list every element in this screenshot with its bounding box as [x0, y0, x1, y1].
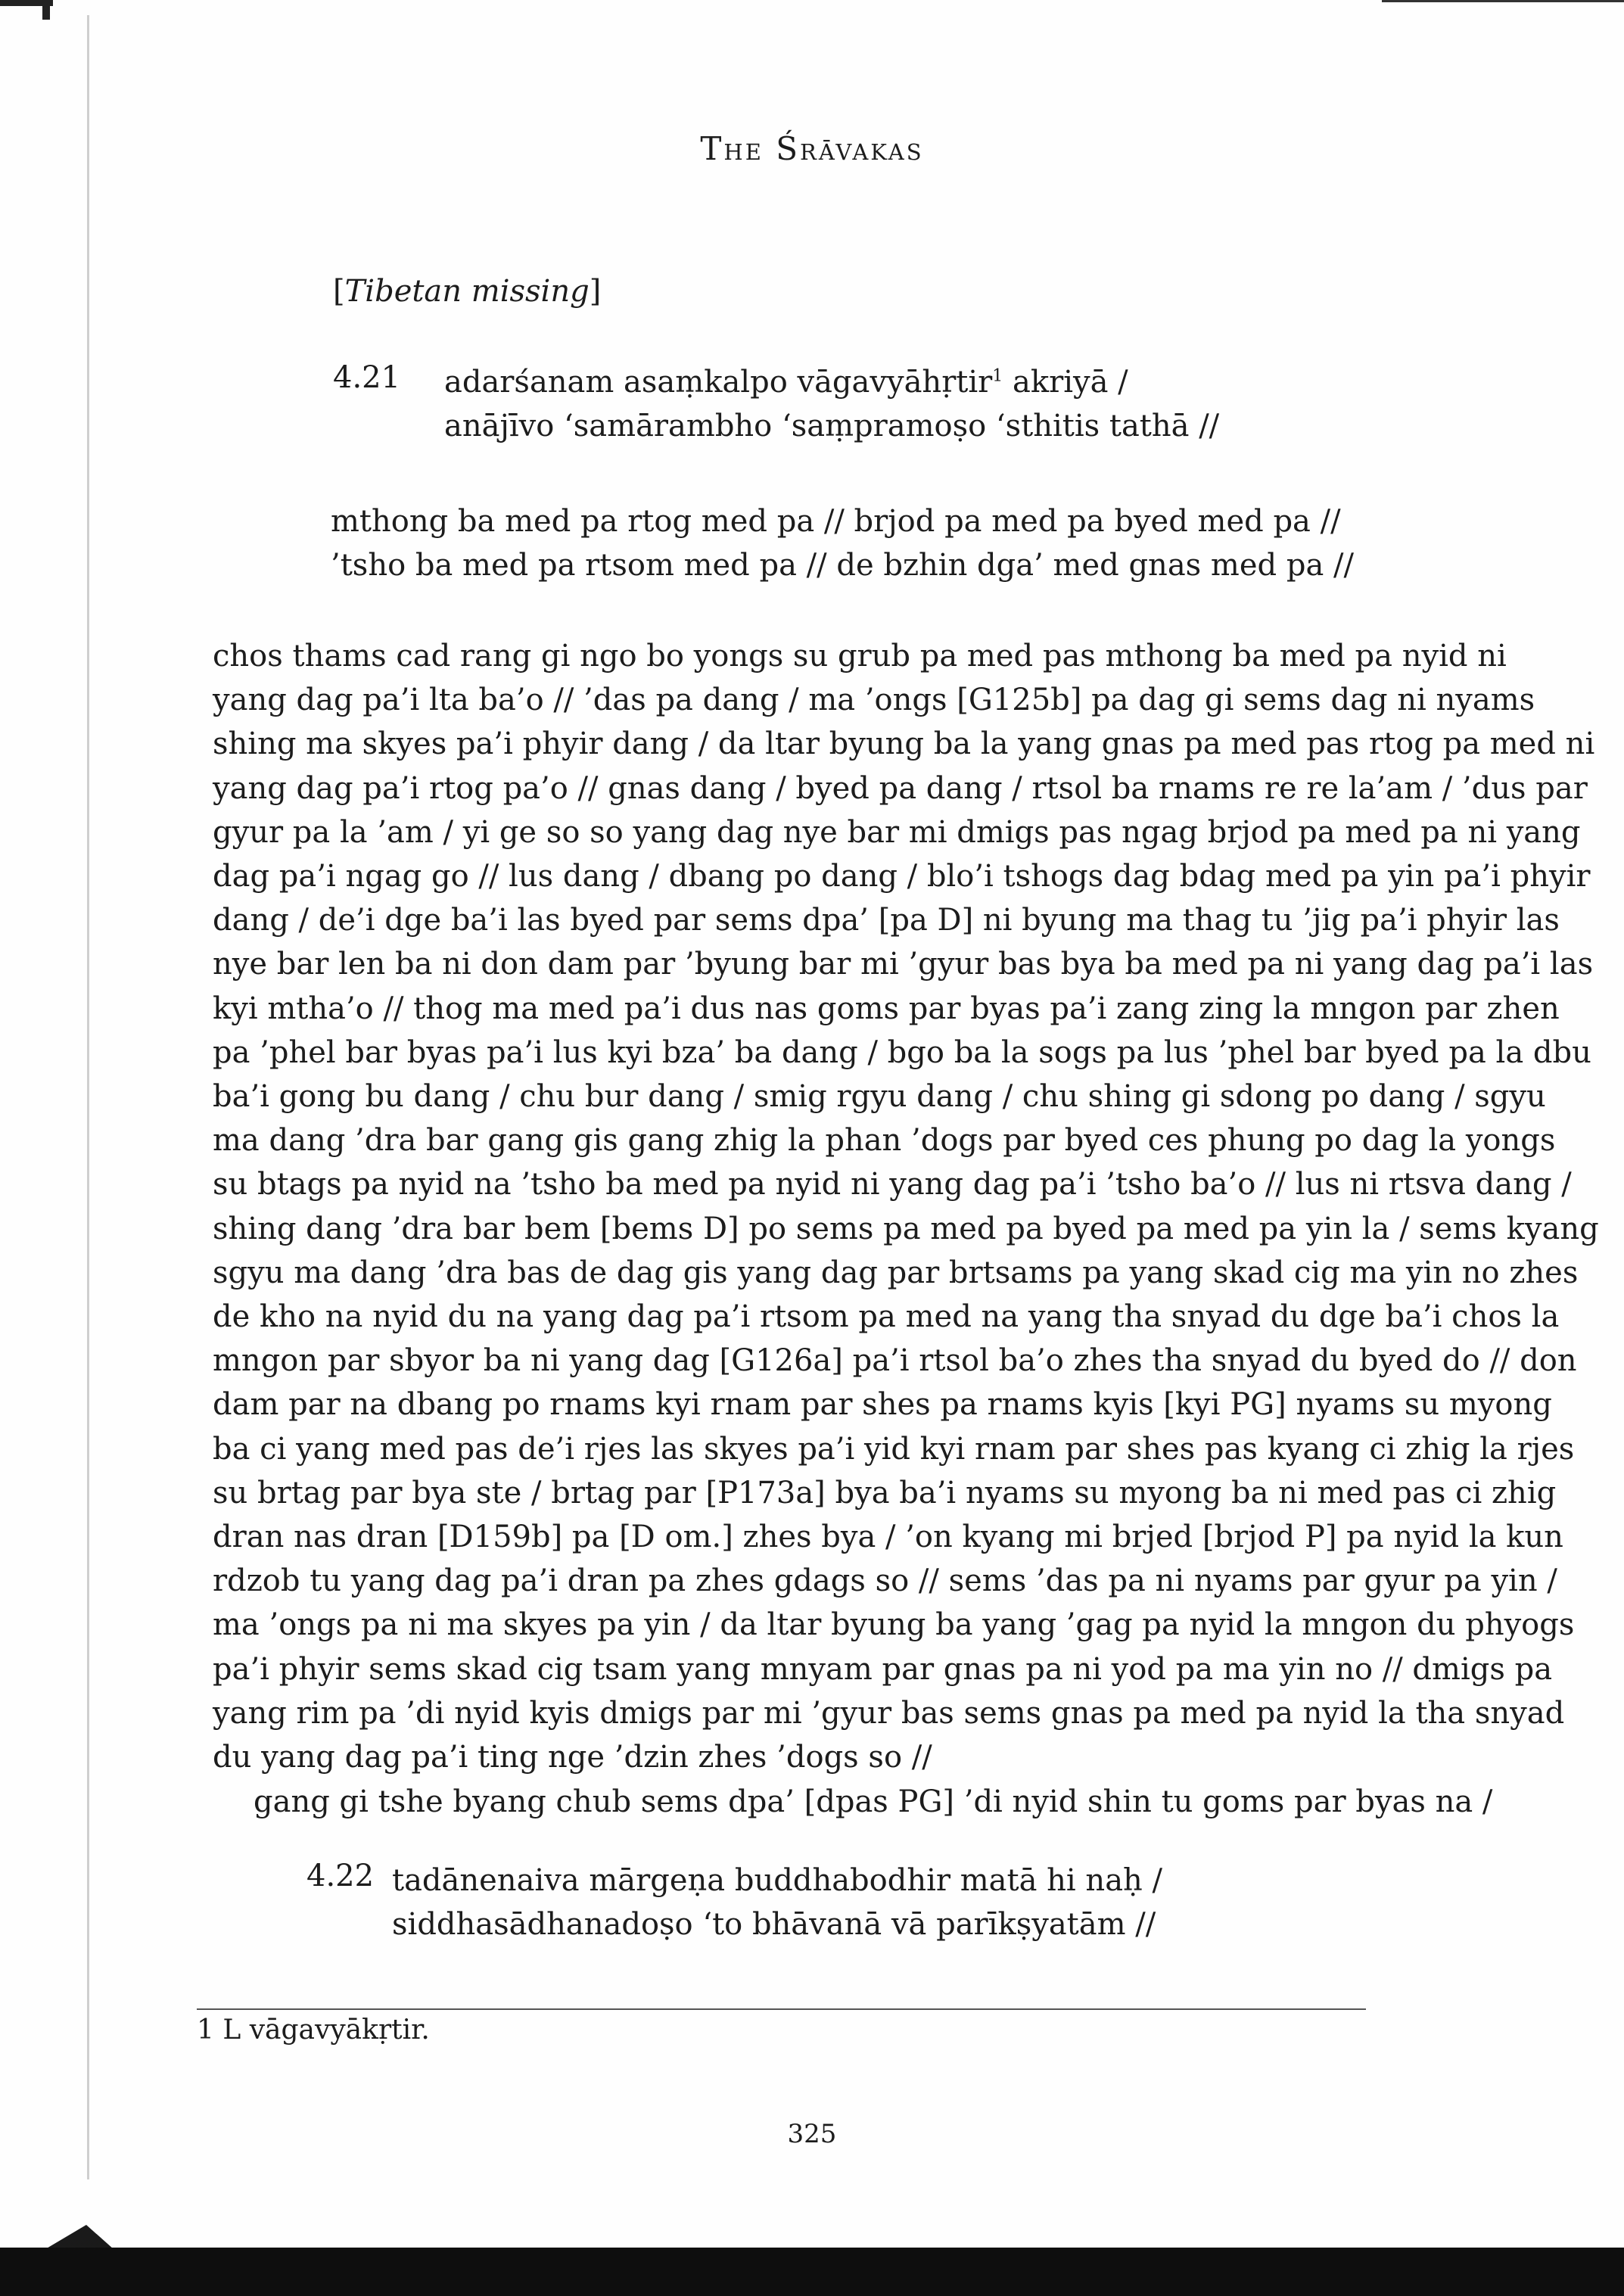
- commentary-line: ma ’ongs pa ni ma skyes pa yin / da ltar byung ba yang ’gag pa nyid la mngon du phyogs: [213, 1607, 1575, 1643]
- commentary-line: dam par na dbang po rnams kyi rnam par shes pa rnams kyis [kyi PG] nyams su myong: [213, 1387, 1552, 1423]
- commentary-line: dang / de’i dge ba’i las byed par sems dpa’ [pa D] ni byung ma thag tu ’jig pa’i phyir las: [213, 903, 1560, 938]
- tibetan-verse: [331, 499, 1354, 587]
- commentary-line: shing ma skyes pa’i phyir dang / da ltar byung ba la yang gnas pa med pas rtog pa med ni: [213, 726, 1595, 762]
- commentary-line: nye bar len ba ni don dam par ’byung bar mi ’gyur bas bya ba med pa ni yang dag pa’i las: [213, 947, 1594, 982]
- commentary-line: shing dang ’dra bar bem [bems D] po sems pa med pa byed pa med pa yin la / sems kyang: [213, 1211, 1599, 1246]
- footnote-rule: [197, 2008, 1366, 2010]
- commentary-line: dran nas dran [D159b] pa [D om.] zhes bya / ’on kyang mi brjed [brjod P] pa nyid la kun: [213, 1520, 1563, 1555]
- indented-paragraph: gang gi tshe byang chub sems dpa’ [dpas PG] ’di nyid shin tu goms par byas na /: [254, 1784, 1493, 1819]
- commentary-line: su brtag par bya ste / brtag par [P173a] bya ba’i nyams su myong ba ni med pas ci zhig: [213, 1475, 1557, 1510]
- tibetan-missing-note: [333, 269, 601, 313]
- commentary-line: pa ’phel bar byas pa’i lus kyi bza’ ba dang / bgo ba la sogs pa lus ’phel bar byed pa la dbu: [213, 1034, 1591, 1070]
- verse-line: siddhasādhanadoṣo ‘to bhāvanā vā parīkṣyatām //: [392, 1907, 1156, 1942]
- commentary-line: chos thams cad rang gi ngo bo yongs su grub pa med pas mthong ba med pa nyid ni: [213, 639, 1507, 674]
- commentary-line: ba’i gong bu dang / chu bur dang / smig rgyu dang / chu shing gi sdong po dang / sgyu: [213, 1079, 1546, 1115]
- commentary-line: ba ci yang med pas de’i rjes las skyes pa’i yid kyi rnam par shes pas kyang ci zhig la rjes: [213, 1431, 1575, 1467]
- page-number: 325: [787, 2119, 837, 2149]
- sanskrit-verse-4-21: [444, 360, 1219, 448]
- scan-bottom-edge: [0, 2248, 1624, 2296]
- commentary-line: yang dag pa’i lta ba’o // ’das pa dang / ma ’ongs [G125b] pa dag gi sems dag ni nyams: [213, 683, 1535, 718]
- verse-line-part: akriyā /: [1003, 365, 1128, 400]
- commentary-line: sgyu ma dang ’dra bas de dag gis yang dag par brtsams pa yang skad cig ma yin no zhes: [213, 1255, 1579, 1290]
- commentary-line: du yang dag pa’i ting nge ’dzin zhes ’dogs so //: [213, 1740, 932, 1775]
- note-close-bracket: ]: [589, 274, 602, 309]
- verse-number: 4.22: [306, 1859, 375, 1893]
- note-open-bracket: [: [333, 274, 345, 309]
- commentary-line: kyi mtha’o // thog ma med pa’i dus nas goms par byas pa’i zang zing la mngon par zhen: [213, 991, 1560, 1026]
- footnote: 1 L vāgavyākṛtir.: [197, 2014, 430, 2046]
- commentary-line: gyur pa la ’am / yi ge so so yang dag nye bar mi dmigs pas ngag brjod pa med pa ni yang: [213, 814, 1581, 850]
- sanskrit-verse-4-22: [392, 1859, 1162, 1946]
- verse-line: [444, 360, 1219, 404]
- commentary-line: su btags pa nyid na ’tsho ba med pa nyid ni yang dag pa’i ’tsho ba’o // lus ni rtsva dang /: [213, 1167, 1572, 1202]
- scan-corner-mark: [42, 0, 50, 20]
- commentary-line: rdzob tu yang dag pa’i dran pa zhes gdags so // sems ’das pa ni nyams par gyur pa yin /: [213, 1563, 1557, 1599]
- commentary-line: mngon par sbyor ba ni yang dag [G126a] pa’i rtsol ba’o zhes tha snyad du byed do // don: [213, 1343, 1577, 1379]
- commentary-line: pa’i phyir sems skad cig tsam yang mnyam par gnas pa ni yod pa ma yin no // dmigs pa: [213, 1651, 1553, 1687]
- footnote-ref[interactable]: 1: [992, 366, 1003, 386]
- scan-corner-mark: [45, 2225, 114, 2249]
- scan-gutter-line: [87, 15, 89, 2179]
- running-head: The Śrāvakas: [700, 130, 924, 167]
- verse-line: anājīvo ‘samārambho ‘saṃpramoṣo ‘sthitis tathā //: [444, 409, 1220, 443]
- commentary-line: ma dang ’dra bar gang gis gang zhig la phan ’dogs par byed ces phung po dag la yongs: [213, 1123, 1556, 1159]
- commentary-line: de kho na nyid du na yang dag pa’i rtsom pa med na yang tha snyad du dge ba’i chos la: [213, 1299, 1560, 1335]
- tibetan-verse-line: mthong ba med pa rtog med pa // brjod pa med pa byed med pa //: [331, 504, 1341, 539]
- commentary-line: yang rim pa ’di nyid kyis dmigs par mi ’gyur bas sems gnas pa med pa nyid la tha snyad: [213, 1695, 1565, 1731]
- verse-line: tadānenaiva mārgeṇa buddhabodhir matā hi naḥ /: [392, 1863, 1162, 1898]
- commentary-line: dag pa’i ngag go // lus dang / dbang po dang / blo’i tshogs dag bdag med pa yin pa’i phyir: [213, 859, 1591, 894]
- verse-line-part: adarśanam asaṃkalpo vāgavyāhṛtir: [444, 365, 993, 400]
- verse-number: 4.21: [333, 360, 401, 395]
- commentary-line: yang dag pa’i rtog pa’o // gnas dang / byed pa dang / rtsol ba rnams re re la’am / ’dus par: [213, 770, 1588, 806]
- scan-top-edge: [1382, 0, 1624, 2]
- tibetan-verse-line: ’tsho ba med pa rtsom med pa // de bzhin dga’ med gnas med pa //: [331, 548, 1354, 583]
- commentary-paragraph: [213, 634, 1599, 1779]
- note-text: Tibetan missing: [344, 274, 590, 309]
